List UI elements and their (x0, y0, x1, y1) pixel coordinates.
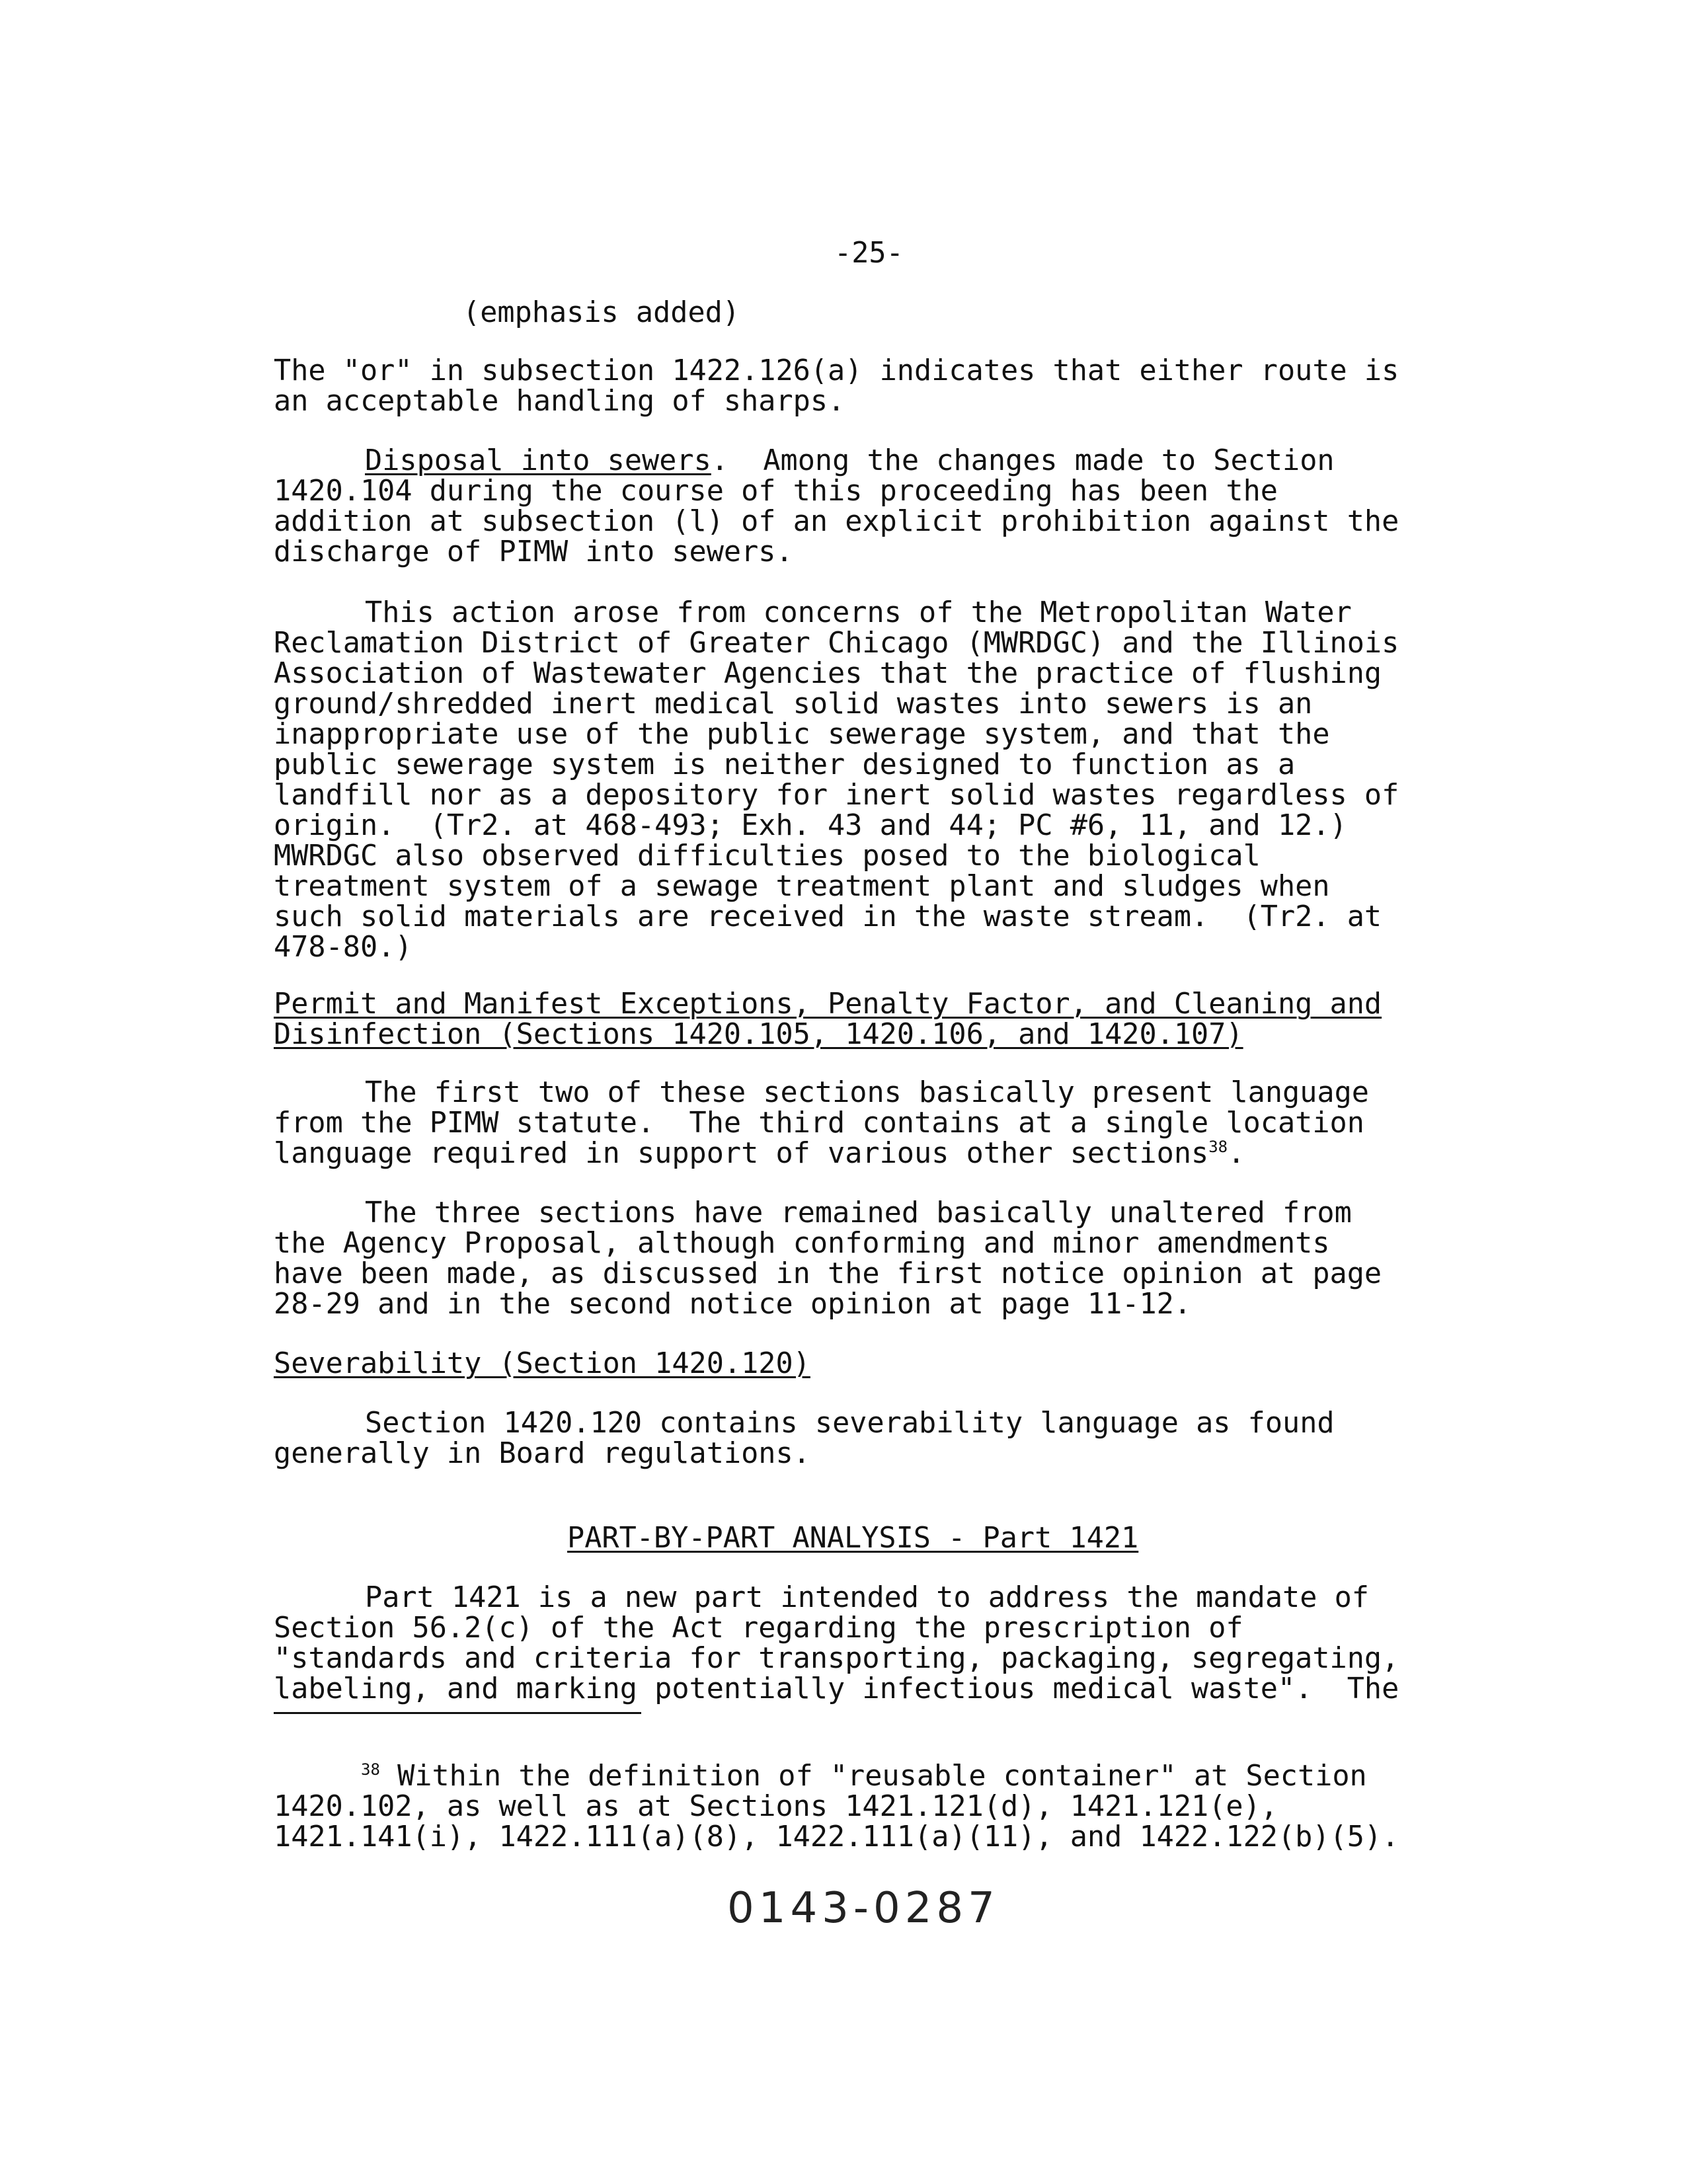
section-heading-severability: Severability (Section 1420.120) (274, 1347, 810, 1380)
text-line: inappropriate use of the public sewerage system, and that the (274, 718, 1330, 751)
text-line: "standards and criteria for transporting, packaging, segregating, (274, 1642, 1399, 1675)
text-line: ground/shredded inert medical solid wastes into sewers is an (274, 687, 1313, 721)
heading-line: Disinfection (Sections 1420.105, 1420.106, and 1420.107) (274, 1018, 1243, 1051)
text-line: labeling, and marking potentially infectious medical waste". The (274, 1672, 1399, 1705)
disposal-heading: Disposal into sewers (365, 444, 711, 477)
text-line: Section 1420.120 contains severability language as found (365, 1407, 1335, 1440)
text-line: discharge of PIMW into sewers. (274, 535, 793, 568)
text-line (361, 1761, 1367, 1791)
text-line: 478-80.) (274, 931, 412, 964)
text-line: generally in Board regulations. (274, 1437, 810, 1470)
footnote-number: 38 (361, 1760, 380, 1779)
text-line: Section 56.2(c) of the Act regarding the prescription of (274, 1612, 1243, 1645)
text-line (274, 1138, 1245, 1169)
text-line: landfill nor as a depository for inert solid wastes regardless of (274, 779, 1399, 812)
text-line: 1421.141(i), 1422.111(a)(8), 1422.111(a)(11), and 1422.122(b)(5). (274, 1820, 1399, 1853)
text-line: Reclamation District of Greater Chicago (MWRDGC) and the Illinois (274, 627, 1399, 660)
text-line: addition at subsection (l) of an explicit prohibition against the (274, 505, 1399, 538)
text-line: MWRDGC also observed difficulties posed to the biological (274, 839, 1261, 873)
text-line: public sewerage system is neither designed to function as a (274, 748, 1296, 781)
footnote-separator (274, 1712, 641, 1714)
text-line: 28-29 and in the second notice opinion at page 11-12. (274, 1288, 1192, 1321)
text-line: have been made, as discussed in the first notice opinion at page (274, 1257, 1382, 1290)
line-end: . (1228, 1137, 1245, 1170)
text-line: 1420.102, as well as at Sections 1421.121(d), 1421.121(e), (274, 1790, 1278, 1823)
document-stamp-number: 0143-0287 (727, 1884, 1000, 1933)
text-line: origin. (Tr2. at 468-493; Exh. 43 and 44; PC #6, 11, and 12.) (274, 809, 1347, 842)
heading-line: Permit and Manifest Exceptions, Penalty Factor, and Cleaning and (274, 988, 1382, 1021)
footnote-reference: 38 (1208, 1138, 1228, 1156)
text-line: This action arose from concerns of the Metropolitan Water (365, 596, 1352, 629)
emphasis-note: (emphasis added) (463, 296, 740, 329)
text-line: treatment system of a sewage treatment plant and sludges when (274, 870, 1330, 903)
page-number: -25- (834, 237, 904, 270)
line-text: Within the definition of "reusable container" at Section (397, 1760, 1367, 1793)
text-line: The "or" in subsection 1422.126(a) indicates that either route is (274, 354, 1399, 387)
text-line: from the PIMW statute. The third contains at a single location (274, 1107, 1364, 1140)
disposal-first-line-rest: . Among the changes made to Section (711, 444, 1335, 477)
text-line: Part 1421 is a new part intended to address the mandate of (365, 1581, 1369, 1614)
text-line: 1420.104 during the course of this proceeding has been the (274, 475, 1278, 508)
line-text: language required in support of various other sections (274, 1137, 1209, 1170)
text-line: such solid materials are received in the waste stream. (Tr2. at (274, 900, 1382, 933)
text-line: Association of Wastewater Agencies that the practice of flushing (274, 657, 1382, 690)
text-line: the Agency Proposal, although conforming and minor amendments (274, 1227, 1330, 1260)
section-heading-part-1421: PART-BY-PART ANALYSIS - Part 1421 (567, 1522, 1139, 1555)
text-line: The three sections have remained basically unaltered from (365, 1196, 1352, 1229)
text-line (365, 446, 1335, 476)
text-line: The first two of these sections basically present language (365, 1076, 1369, 1109)
text-line: an acceptable handling of sharps. (274, 385, 845, 418)
